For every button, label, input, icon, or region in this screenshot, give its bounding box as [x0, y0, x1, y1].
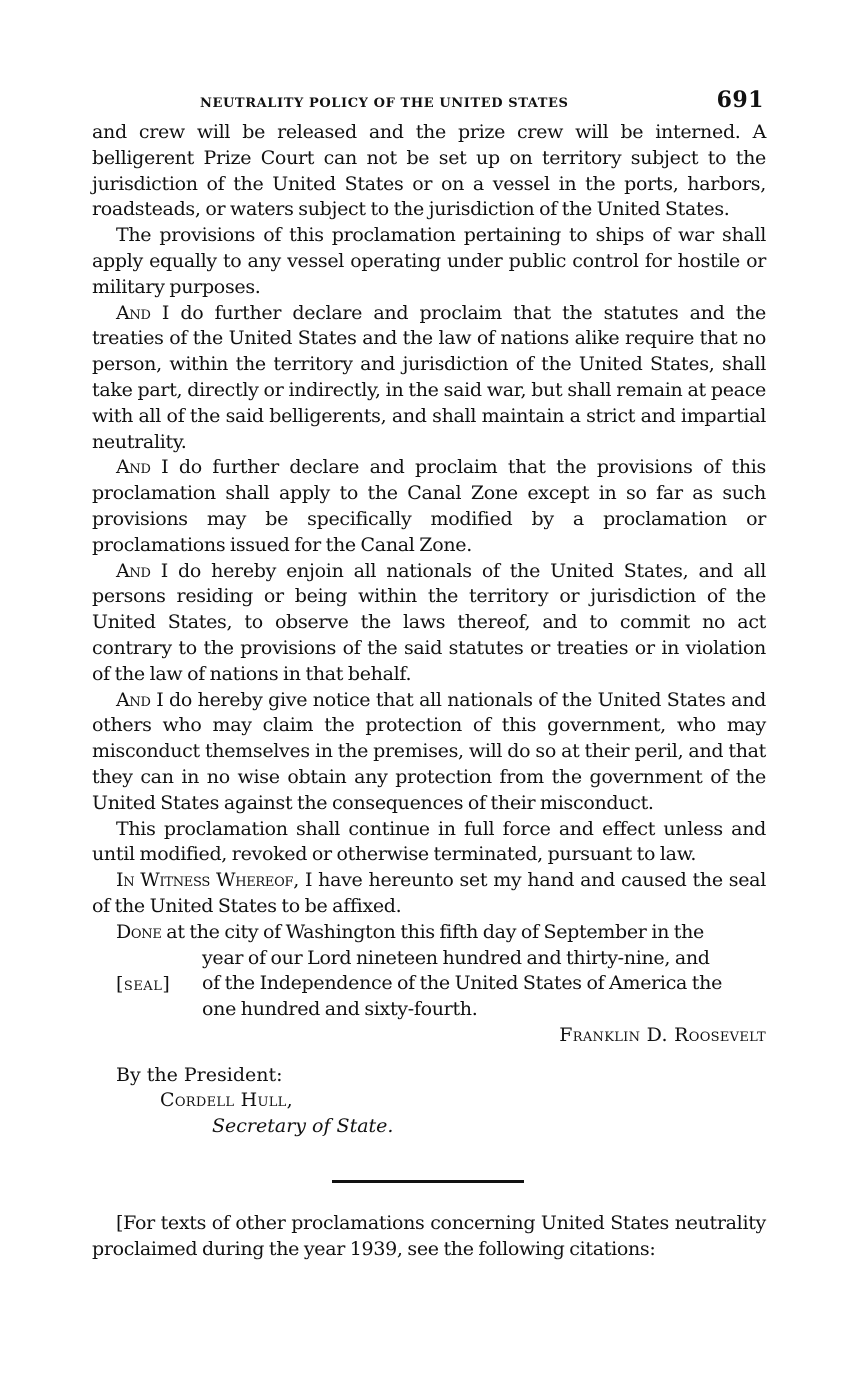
presidential-signature: Franklin D. Roosevelt	[559, 1023, 766, 1046]
paragraph-body: I do further declare and proclaim that the statutes and the treaties of the United States and the law of nations alike require that no person, within the territory and jurisdiction of the United States, shall take part, directly or indirectly, in the said war, but shall remain at peace with all of the said belligerents, and shall maintain a strict and impartial neutrality.	[92, 301, 766, 453]
page-number: 691	[716, 87, 764, 113]
paragraph-prize-court: and crew will be released and the prize crew will be interned. A belligerent Prize Court can not be set up on territory subject to the jurisdiction of the United States or on a vessel in the ports, harbors, roadsteads, or waters subject to the jurisdiction of the United States.	[92, 121, 766, 221]
done-line-1	[92, 920, 766, 946]
running-head	[92, 86, 766, 120]
paragraph-ships-of-war: The provisions of this proclamation pertaining to ships of war shall apply equally to any vessel operating under public control for hostile or military purposes.	[92, 224, 766, 298]
section-divider	[332, 1180, 524, 1183]
paragraph-body: I do further declare and proclaim that the provisions of this proclamation shall apply to the Canal Zone except in so far as such provisions may be specifically modified by a proclamation or proclamations issued for the Canal Zone.	[92, 456, 766, 556]
seal-mark: [seal]	[116, 972, 171, 995]
done-line-3: of the Independence of the United States of America the	[202, 972, 723, 995]
document-page	[92, 86, 766, 1263]
countersigner-name: Cordell Hull,	[160, 1089, 293, 1112]
done-lead: Done	[116, 920, 162, 943]
paragraph-notice	[92, 688, 766, 817]
paragraph-witness	[92, 868, 766, 920]
running-title: NEUTRALITY POLICY OF THE UNITED STATES	[200, 96, 569, 111]
done-line-2: year of our Lord nineteen hundred and thirty-nine, and	[202, 946, 710, 969]
paragraph-lead: And	[116, 688, 151, 711]
paragraph-continuation: This proclamation shall continue in full force and effect unless and until modified, revoked or otherwise terminated, pursuant to law.	[92, 817, 766, 866]
editorial-note: [For texts of other proclamations concerning United States neutrality proclaimed during the year 1939, see the following citations:	[92, 1212, 766, 1260]
paragraph-neutrality-declaration	[92, 301, 766, 456]
paragraph-lead: And	[116, 559, 151, 582]
paragraph-canal-zone	[92, 455, 766, 558]
paragraph-body: I do hereby give notice that all nationals of the United States and others who may claim the protection of this government, who may misconduct themselves in the premises, will do so at their peril, and that they can in no wise obtain any protection from the government of the United States against the consequences of their misconduct.	[92, 688, 766, 814]
paragraph-body: I do hereby enjoin all nationals of the United States, and all persons residing or being within the territory or jurisdiction of the United States, to observe the laws thereof, and to commit no act contrary to the provisions of the said statutes or treaties or in violation of the law of nations in that behalf.	[92, 559, 766, 685]
paragraph-enjoin-nationals	[92, 559, 766, 688]
done-text-1: at the city of Washington this fifth day of September in the	[161, 920, 705, 943]
done-line-4: one hundred and sixty-fourth.	[202, 998, 478, 1021]
paragraph-lead: And	[116, 456, 151, 479]
countersigner-title: Secretary of State.	[212, 1115, 394, 1138]
paragraph-lead: And	[116, 301, 151, 324]
done-block	[92, 920, 766, 1023]
witness-lead: In Witness Whereof,	[116, 869, 299, 892]
witness-body: I have hereunto set my hand and caused the seal of the United States to be affixed.	[92, 869, 766, 917]
by-president-line: By the President:	[116, 1063, 283, 1086]
